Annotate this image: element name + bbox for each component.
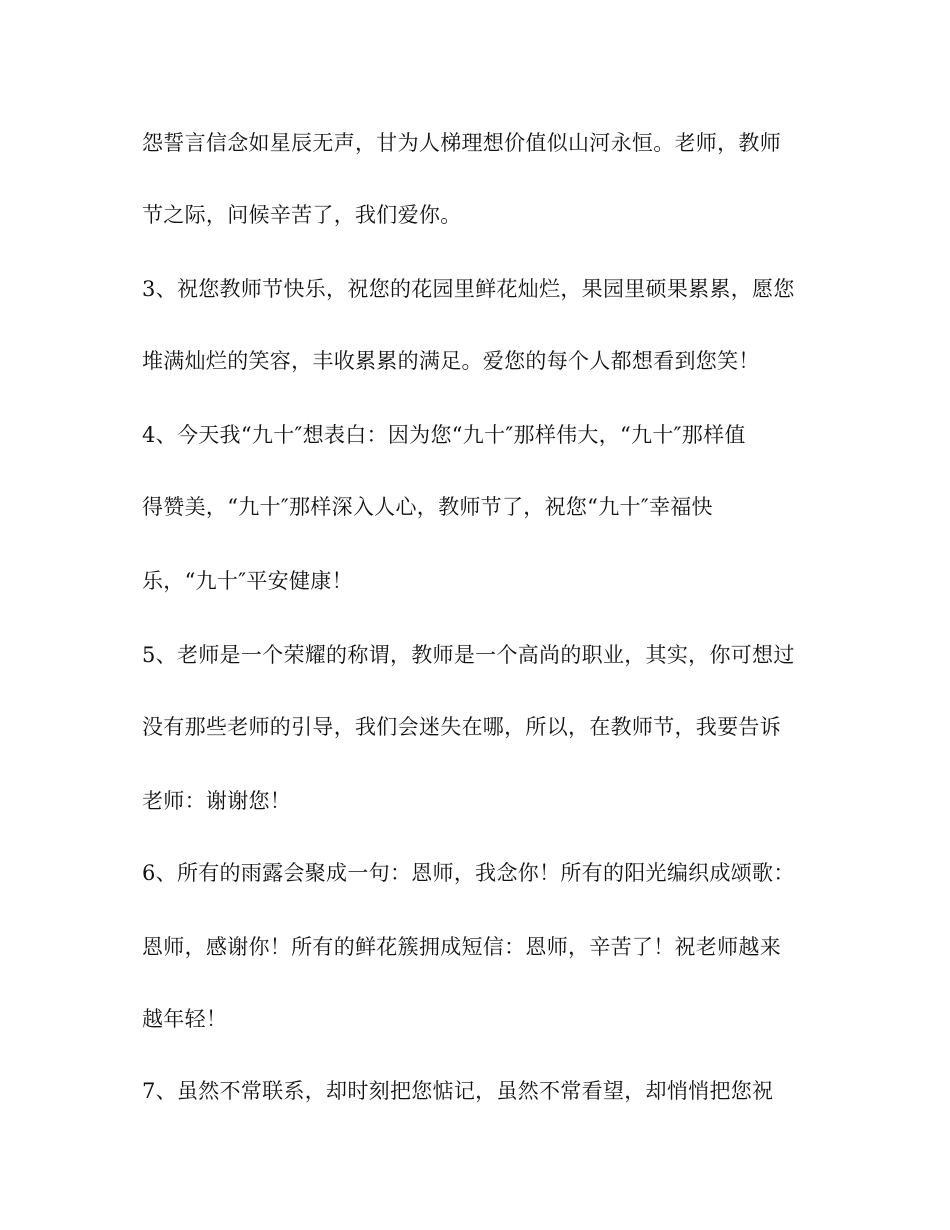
text-line: 乐，“九十″平安健康！ — [142, 569, 353, 593]
text-line: 怨誓言信念如星辰无声，甘为人梯理想价值似山河永恒。老师，教师 — [142, 131, 781, 155]
text-line: 没有那些老师的引导，我们会迷失在哪，所以，在教师节，我要告诉 — [142, 715, 781, 739]
text-line: 堆满灿烂的笑容，丰收累累的满足。爱您的每个人都想看到您笑！ — [142, 349, 760, 373]
text-line: 越年轻！ — [142, 1007, 228, 1031]
text-line: 6、所有的雨露会聚成一句：恩师，我念你！所有的阳光编织成颂歌： — [142, 861, 795, 885]
text-line: 恩师，感谢你！所有的鲜花簇拥成短信：恩师，辛苦了！祝老师越来 — [142, 935, 781, 959]
text-line: 4、今天我“九十″想表白：因为您“九十″那样伟大，“九十″那样值 — [142, 423, 746, 447]
text-line: 节之际，问候辛苦了，我们爱你。 — [142, 203, 462, 227]
text-line: 老师：谢谢您！ — [142, 789, 292, 813]
text-line: 7、虽然不常联系，却时刻把您惦记，虽然不常看望，却悄悄把您祝 — [142, 1079, 774, 1103]
text-line: 3、祝您教师节快乐，祝您的花园里鲜花灿烂，果园里硕果累累，愿您 — [142, 277, 795, 301]
text-line: 得赞美，“九十″那样深入人心，教师节了，祝您“九十″幸福快 — [142, 495, 713, 519]
text-line: 5、老师是一个荣耀的称谓，教师是一个高尚的职业，其实，你可想过 — [142, 643, 795, 667]
